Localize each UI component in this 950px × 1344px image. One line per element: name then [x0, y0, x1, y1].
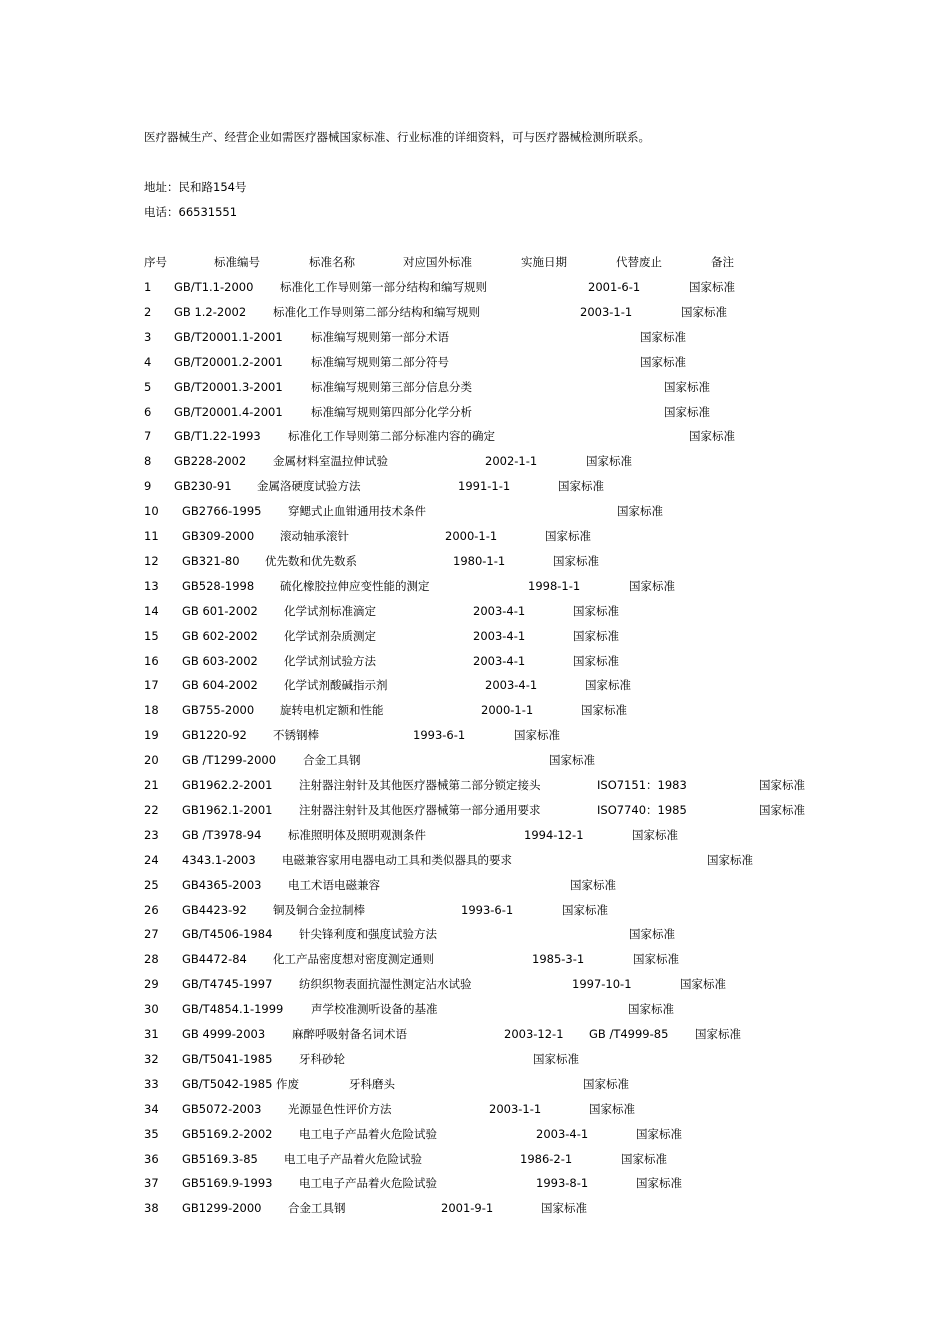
implementation-date: 2003-4-1 — [473, 604, 526, 618]
standard-code: GB /T1299-2000 — [182, 753, 277, 767]
implementation-date: 1985-3-1 — [532, 952, 585, 966]
row-number: 24 — [144, 853, 159, 867]
standard-code: GB 603-2002 — [182, 654, 258, 668]
standard-code: GB321-80 — [182, 554, 240, 568]
standard-name: 合金工具钢 — [288, 1201, 346, 1215]
standard-code: GB528-1998 — [182, 579, 255, 593]
standard-code: GB1220-92 — [182, 728, 247, 742]
standard-name: 电工电子产品着火危险试验 — [284, 1152, 422, 1166]
standard-code: GB5169.3-85 — [182, 1152, 258, 1166]
standard-code: GB/T4854.1-1999 — [182, 1002, 284, 1016]
row-number: 38 — [144, 1201, 159, 1215]
implementation-date: 1991-1-1 — [458, 479, 511, 493]
remark: 国家标准 — [549, 753, 595, 767]
row-number: 12 — [144, 554, 159, 568]
standard-name: 电磁兼容家用电器电动工具和类似器具的要求 — [282, 853, 512, 867]
row-number: 20 — [144, 753, 159, 767]
implementation-date: 2003-12-1 — [504, 1027, 564, 1041]
implementation-date: 2000-1-1 — [481, 703, 534, 717]
remark: 国家标准 — [664, 380, 710, 394]
remark: 国家标准 — [636, 1176, 682, 1190]
row-number: 27 — [144, 927, 159, 941]
row-number: 16 — [144, 654, 159, 668]
row-number: 3 — [144, 330, 152, 344]
standard-name: 穿鳃式止血钳通用技术条件 — [288, 504, 426, 518]
remark: 国家标准 — [573, 604, 619, 618]
standard-code: GB1962.2-2001 — [182, 778, 273, 792]
standard-code: GB/T20001.2-2001 — [174, 355, 283, 369]
implementation-date: 1993-6-1 — [413, 728, 466, 742]
implementation-date: 2001-6-1 — [588, 280, 641, 294]
standard-name: 电工电子产品着火危险试验 — [299, 1176, 437, 1190]
standard-name: 声学校准测听设备的基准 — [311, 1002, 438, 1016]
implementation-date: 2000-1-1 — [445, 529, 498, 543]
replaces-standard: GB /T4999-85 — [589, 1027, 669, 1041]
standard-code: GB/T1.22-1993 — [174, 429, 261, 443]
standard-name: 牙科砂轮 — [299, 1052, 345, 1066]
standard-name: 金属洛硬度试验方法 — [257, 479, 361, 493]
implementation-date: 2003-4-1 — [485, 678, 538, 692]
row-number: 30 — [144, 1002, 159, 1016]
row-number: 37 — [144, 1176, 159, 1190]
standard-name: 化学试剂杂质测定 — [284, 629, 376, 643]
standard-name: 标准化工作导则第二部分标准内容的确定 — [288, 429, 495, 443]
header-replace: 代替废止 — [616, 255, 662, 269]
standard-code: GB1299-2000 — [182, 1201, 262, 1215]
row-number: 8 — [144, 454, 152, 468]
standard-code: GB/T5041-1985 — [182, 1052, 273, 1066]
row-number: 34 — [144, 1102, 159, 1116]
standard-name: 注射器注射针及其他医疗器械第一部分通用要求 — [299, 803, 541, 817]
row-number: 23 — [144, 828, 159, 842]
implementation-date: 2002-1-1 — [485, 454, 538, 468]
standard-name: 标准化工作导则第一部分结构和编写规则 — [280, 280, 487, 294]
remark: 国家标准 — [633, 952, 679, 966]
implementation-date: 2001-9-1 — [441, 1201, 494, 1215]
standard-name: 标准编写规则第三部分信息分类 — [311, 380, 472, 394]
standard-name: 针尖锋利度和强度试验方法 — [299, 927, 437, 941]
row-number: 14 — [144, 604, 159, 618]
remark: 国家标准 — [628, 1002, 674, 1016]
standard-name: 标准化工作导则第二部分结构和编写规则 — [273, 305, 480, 319]
standard-code: GB1962.1-2001 — [182, 803, 273, 817]
remark: 国家标准 — [689, 429, 735, 443]
remark: 国家标准 — [545, 529, 591, 543]
standard-name: 麻醉呼吸射备名词术语 — [292, 1027, 407, 1041]
remark: 国家标准 — [581, 703, 627, 717]
standard-name: 金属材料室温拉伸试验 — [273, 454, 388, 468]
standard-code: GB/T4745-1997 — [182, 977, 273, 991]
standard-name: 纺织织物表面抗湿性测定沾水试验 — [299, 977, 472, 991]
remark: 国家标准 — [640, 330, 686, 344]
row-number: 25 — [144, 878, 159, 892]
standard-name: 滚动轴承滚针 — [280, 529, 349, 543]
row-number: 18 — [144, 703, 159, 717]
remark: 国家标准 — [636, 1127, 682, 1141]
remark: 国家标准 — [585, 678, 631, 692]
row-number: 4 — [144, 355, 152, 369]
standard-code: GB5072-2003 — [182, 1102, 262, 1116]
standard-code: GB/T5042-1985 作废 — [182, 1077, 300, 1091]
remark: 国家标准 — [573, 654, 619, 668]
remark: 国家标准 — [664, 405, 710, 419]
row-number: 10 — [144, 504, 159, 518]
row-number: 6 — [144, 405, 152, 419]
row-number: 1 — [144, 280, 152, 294]
remark: 国家标准 — [629, 579, 675, 593]
row-number: 26 — [144, 903, 159, 917]
implementation-date: 2003-4-1 — [473, 654, 526, 668]
header-foreign: 对应国外标准 — [403, 255, 472, 269]
standard-code: GB 4999-2003 — [182, 1027, 266, 1041]
standard-code: GB4365-2003 — [182, 878, 262, 892]
remark: 国家标准 — [583, 1077, 629, 1091]
implementation-date: 1998-1-1 — [528, 579, 581, 593]
row-number: 7 — [144, 429, 152, 443]
standard-name: 合金工具钢 — [303, 753, 361, 767]
row-number: 17 — [144, 678, 159, 692]
standard-name: 铜及铜合金拉制棒 — [273, 903, 365, 917]
standard-name: 牙科磨头 — [349, 1077, 395, 1091]
standard-code: GB 604-2002 — [182, 678, 258, 692]
row-number: 11 — [144, 529, 159, 543]
remark: 国家标准 — [533, 1052, 579, 1066]
row-number: 13 — [144, 579, 159, 593]
standard-name: 化学试剂试验方法 — [284, 654, 376, 668]
standard-name: 标准编写规则第四部分化学分析 — [311, 405, 472, 419]
standard-code: GB755-2000 — [182, 703, 255, 717]
row-number: 5 — [144, 380, 152, 394]
remark: 国家标准 — [629, 927, 675, 941]
standard-name: 化工产品密度想对密度测定通则 — [273, 952, 434, 966]
implementation-date: 1993-8-1 — [536, 1176, 589, 1190]
standard-code: GB2766-1995 — [182, 504, 262, 518]
standard-name: 光源显色性评价方法 — [288, 1102, 392, 1116]
remark: 国家标准 — [589, 1102, 635, 1116]
remark: 国家标准 — [562, 903, 608, 917]
row-number: 9 — [144, 479, 152, 493]
row-number: 31 — [144, 1027, 159, 1041]
standard-code: GB4423-92 — [182, 903, 247, 917]
remark: 国家标准 — [695, 1027, 741, 1041]
standard-name: 优先数和优先数系 — [265, 554, 357, 568]
remark: 国家标准 — [681, 305, 727, 319]
standard-name: 注射器注射针及其他医疗器械第二部分锁定接头 — [299, 778, 541, 792]
header-code: 标准编号 — [214, 255, 260, 269]
row-number: 22 — [144, 803, 159, 817]
standard-code: 4343.1-2003 — [182, 853, 256, 867]
header-name: 标准名称 — [309, 255, 355, 269]
standard-name: 标准照明体及照明观测条件 — [288, 828, 426, 842]
standard-name: 旋转电机定额和性能 — [280, 703, 384, 717]
row-number: 36 — [144, 1152, 159, 1166]
intro-text: 医疗器械生产、经营企业如需医疗器械国家标准、行业标准的详细资料，可与医疗器械检测所联系。 — [144, 130, 650, 144]
row-number: 32 — [144, 1052, 159, 1066]
standard-code: GB228-2002 — [174, 454, 247, 468]
standard-code: GB5169.9-1993 — [182, 1176, 273, 1190]
remark: 国家标准 — [621, 1152, 667, 1166]
remark: 国家标准 — [689, 280, 735, 294]
remark: 国家标准 — [632, 828, 678, 842]
standard-code: GB 601-2002 — [182, 604, 258, 618]
standard-code: GB230-91 — [174, 479, 232, 493]
implementation-date: 1980-1-1 — [453, 554, 506, 568]
header-note: 备注 — [711, 255, 734, 269]
implementation-date: 2003-1-1 — [580, 305, 633, 319]
row-number: 19 — [144, 728, 159, 742]
row-number: 2 — [144, 305, 152, 319]
standard-code: GB 1.2-2002 — [174, 305, 247, 319]
standard-name: 标准编写规则第一部分术语 — [311, 330, 449, 344]
standard-code: GB/T4506-1984 — [182, 927, 273, 941]
remark: 国家标准 — [707, 853, 753, 867]
remark: 国家标准 — [586, 454, 632, 468]
standard-code: GB4472-84 — [182, 952, 247, 966]
row-number: 28 — [144, 952, 159, 966]
implementation-date: 1986-2-1 — [520, 1152, 573, 1166]
remark: 国家标准 — [570, 878, 616, 892]
address-text: 地址：民和路154号 — [144, 180, 247, 194]
remark: 国家标准 — [541, 1201, 587, 1215]
remark: 国家标准 — [617, 504, 663, 518]
header-no: 序号 — [144, 255, 167, 269]
row-number: 33 — [144, 1077, 159, 1091]
implementation-date: 1993-6-1 — [461, 903, 514, 917]
standard-code: GB5169.2-2002 — [182, 1127, 273, 1141]
standard-name: 硫化橡胶拉伸应变性能的测定 — [280, 579, 430, 593]
standard-code: GB 602-2002 — [182, 629, 258, 643]
standard-code: GB/T20001.3-2001 — [174, 380, 283, 394]
implementation-date: 1997-10-1 — [572, 977, 632, 991]
phone-text: 电话：66531551 — [144, 205, 238, 219]
header-date: 实施日期 — [521, 255, 567, 269]
implementation-date: 2003-1-1 — [489, 1102, 542, 1116]
remark: 国家标准 — [640, 355, 686, 369]
standard-code: GB /T3978-94 — [182, 828, 262, 842]
standard-code: GB/T20001.4-2001 — [174, 405, 283, 419]
standard-code: GB/T20001.1-2001 — [174, 330, 283, 344]
remark: 国家标准 — [759, 803, 805, 817]
standard-code: GB309-2000 — [182, 529, 255, 543]
remark: 国家标准 — [514, 728, 560, 742]
implementation-date: 2003-4-1 — [473, 629, 526, 643]
remark: 国家标准 — [680, 977, 726, 991]
standard-name: 化学试剂酸碱指示剂 — [284, 678, 388, 692]
standard-name: 化学试剂标准滴定 — [284, 604, 376, 618]
remark: 国家标准 — [553, 554, 599, 568]
remark: 国家标准 — [759, 778, 805, 792]
remark: 国家标准 — [573, 629, 619, 643]
row-number: 29 — [144, 977, 159, 991]
standard-name: 电工术语电磁兼容 — [288, 878, 380, 892]
row-number: 21 — [144, 778, 159, 792]
standard-name: 不锈钢棒 — [273, 728, 319, 742]
row-number: 35 — [144, 1127, 159, 1141]
implementation-date: 2003-4-1 — [536, 1127, 589, 1141]
foreign-standard: ISO7151：1983 — [597, 778, 687, 792]
remark: 国家标准 — [558, 479, 604, 493]
standard-name: 标准编写规则第二部分符号 — [311, 355, 449, 369]
foreign-standard: ISO7740：1985 — [597, 803, 687, 817]
implementation-date: 1994-12-1 — [524, 828, 584, 842]
row-number: 15 — [144, 629, 159, 643]
standard-name: 电工电子产品着火危险试验 — [299, 1127, 437, 1141]
standard-code: GB/T1.1-2000 — [174, 280, 254, 294]
